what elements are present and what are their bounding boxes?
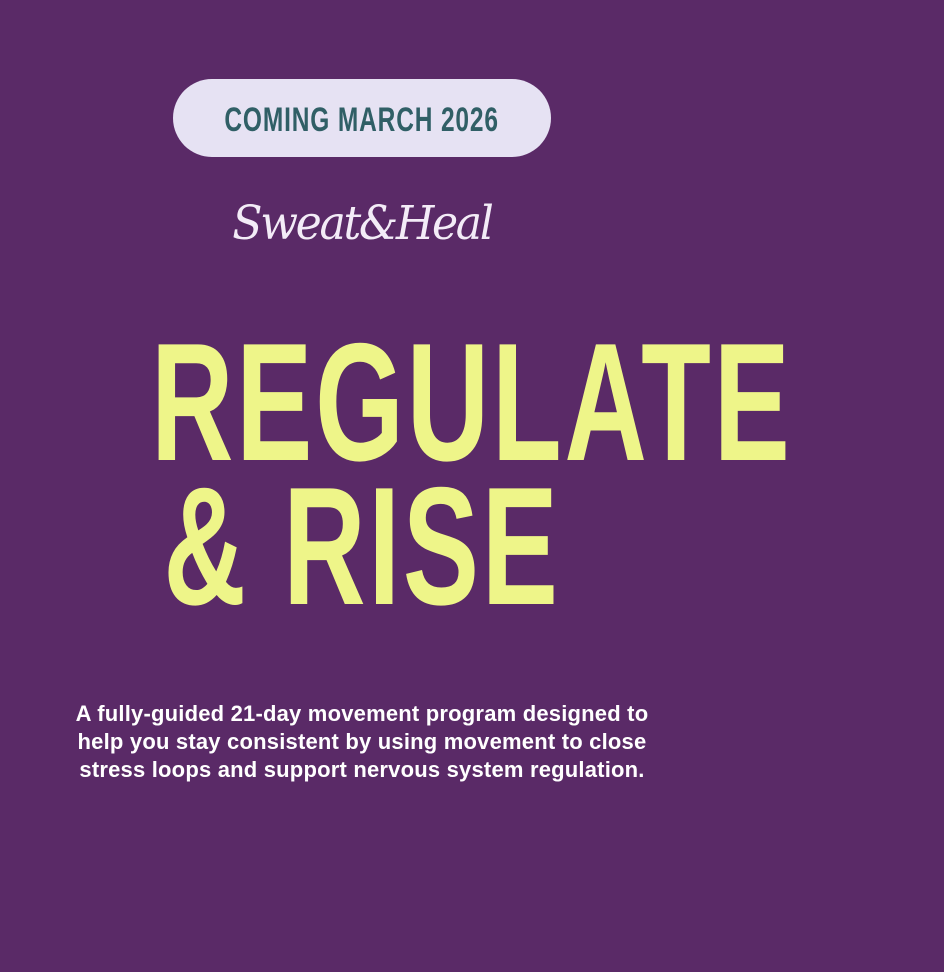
program-title-text-2: & RISE	[163, 452, 561, 640]
launch-date-pill	[173, 79, 551, 157]
program-title-text-1: REGULATE	[150, 308, 793, 496]
brand-logo-text: Sweat&Heal	[232, 196, 492, 251]
program-description: A fully-guided 21-day movement program designed to help you stay consistent by using movement to close stress loops and support nervous system regulation.	[75, 701, 649, 782]
brand-logo	[0, 196, 724, 251]
launch-date-text: COMING MARCH 2026	[224, 100, 500, 139]
program-title-line-2	[0, 452, 724, 640]
